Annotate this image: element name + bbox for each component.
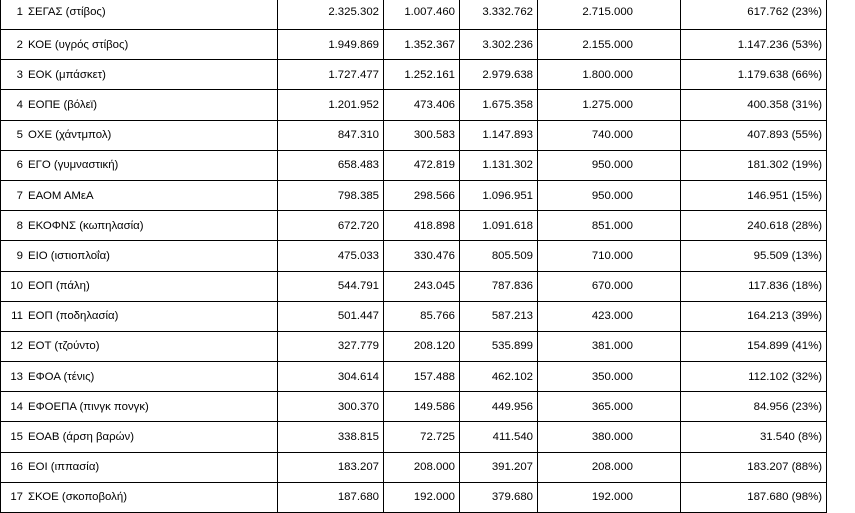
total-cell: 787.836 <box>460 271 538 301</box>
value-cell-d: 350.000 <box>538 362 681 392</box>
federation-cell <box>1 422 278 452</box>
federation-name: ΕΦΟΑ (τένις) <box>28 370 95 383</box>
row-number: 11 <box>11 310 23 323</box>
difference-cell: 95.509 (13%) <box>681 241 827 271</box>
table-row <box>1 452 827 482</box>
value-cell-d: 1.275.000 <box>538 90 681 120</box>
federation-name: ΕΑΟΜ ΑΜεΑ <box>28 189 94 202</box>
federation-name: ΕΟΠΕ (βόλεϊ) <box>28 98 98 111</box>
table-body <box>1 0 827 513</box>
value-cell-a: 187.680 <box>278 482 384 512</box>
total-cell: 391.207 <box>460 452 538 482</box>
value-cell-a: 300.370 <box>278 392 384 422</box>
table-row <box>1 211 827 241</box>
value-cell-b: 208.120 <box>384 331 460 361</box>
table-row <box>1 331 827 361</box>
federation-cell <box>1 120 278 150</box>
table-row <box>1 150 827 180</box>
value-cell-b: 192.000 <box>384 482 460 512</box>
value-cell-a: 1.727.477 <box>278 60 384 90</box>
difference-cell: 1.147.236 (53%) <box>681 30 827 60</box>
federation-cell <box>1 180 278 210</box>
total-cell: 805.509 <box>460 241 538 271</box>
value-cell-d: 192.000 <box>538 482 681 512</box>
federation-cell <box>1 482 278 512</box>
value-cell-b: 1.252.161 <box>384 60 460 90</box>
value-cell-d: 710.000 <box>538 241 681 271</box>
federation-name: ΕΟΑΒ (άρση βαρών) <box>28 431 134 444</box>
difference-cell: 183.207 (88%) <box>681 452 827 482</box>
federation-name: ΕΟΠ (ποδηλασία) <box>28 310 119 323</box>
value-cell-d: 423.000 <box>538 301 681 331</box>
row-number: 14 <box>10 400 23 413</box>
value-cell-a: 338.815 <box>278 422 384 452</box>
difference-cell: 407.893 (55%) <box>681 120 827 150</box>
federation-cell <box>1 90 278 120</box>
table-row <box>1 241 827 271</box>
value-cell-b: 85.766 <box>384 301 460 331</box>
value-cell-b: 298.566 <box>384 180 460 210</box>
table-row <box>1 180 827 210</box>
federation-name: ΕΟΤ (τζούντο) <box>28 340 100 353</box>
value-cell-a: 672.720 <box>278 211 384 241</box>
value-cell-d: 2.715.000 <box>538 0 681 30</box>
difference-cell: 84.956 (23%) <box>681 392 827 422</box>
value-cell-d: 380.000 <box>538 422 681 452</box>
total-cell: 462.102 <box>460 362 538 392</box>
value-cell-d: 1.800.000 <box>538 60 681 90</box>
difference-cell: 31.540 (8%) <box>681 422 827 452</box>
value-cell-d: 740.000 <box>538 120 681 150</box>
row-number: 6 <box>16 159 23 172</box>
federation-cell <box>1 30 278 60</box>
value-cell-b: 472.819 <box>384 150 460 180</box>
table-row <box>1 482 827 512</box>
value-cell-b: 473.406 <box>384 90 460 120</box>
row-number: 12 <box>10 340 23 353</box>
difference-cell: 240.618 (28%) <box>681 211 827 241</box>
table-row <box>1 392 827 422</box>
value-cell-a: 501.447 <box>278 301 384 331</box>
value-cell-d: 851.000 <box>538 211 681 241</box>
federation-name: ΣΚΟΕ (σκοποβολή) <box>28 491 127 504</box>
table-row <box>1 30 827 60</box>
value-cell-b: 300.583 <box>384 120 460 150</box>
federation-cell <box>1 392 278 422</box>
difference-cell: 187.680 (98%) <box>681 482 827 512</box>
federation-cell <box>1 211 278 241</box>
total-cell: 3.302.236 <box>460 30 538 60</box>
value-cell-d: 208.000 <box>538 452 681 482</box>
value-cell-a: 475.033 <box>278 241 384 271</box>
federation-name: ΟΧΕ (χάντμπολ) <box>28 129 112 142</box>
total-cell: 3.332.762 <box>460 0 538 30</box>
value-cell-a: 847.310 <box>278 120 384 150</box>
difference-cell: 181.302 (19%) <box>681 150 827 180</box>
value-cell-b: 330.476 <box>384 241 460 271</box>
total-cell: 1.096.951 <box>460 180 538 210</box>
table-row <box>1 120 827 150</box>
row-number: 10 <box>10 280 23 293</box>
value-cell-a: 658.483 <box>278 150 384 180</box>
row-number: 3 <box>16 68 23 81</box>
row-number: 16 <box>10 461 23 474</box>
value-cell-b: 1.352.367 <box>384 30 460 60</box>
federation-name: ΕΟΠ (πάλη) <box>28 280 90 293</box>
table-row <box>1 422 827 452</box>
row-number: 5 <box>16 129 23 142</box>
value-cell-b: 149.586 <box>384 392 460 422</box>
value-cell-a: 2.325.302 <box>278 0 384 30</box>
row-number: 4 <box>16 98 23 111</box>
federation-name: ΕΚΟΦΝΣ (κωπηλασία) <box>28 219 144 232</box>
difference-cell: 146.951 (15%) <box>681 180 827 210</box>
row-number: 2 <box>16 38 23 51</box>
total-cell: 379.680 <box>460 482 538 512</box>
table-row <box>1 271 827 301</box>
federation-cell <box>1 150 278 180</box>
total-cell: 411.540 <box>460 422 538 452</box>
difference-cell: 400.358 (31%) <box>681 90 827 120</box>
table-row <box>1 301 827 331</box>
total-cell: 2.979.638 <box>460 60 538 90</box>
federation-name: ΕΦΟΕΠΑ (πινγκ πονγκ) <box>28 400 149 413</box>
difference-cell: 617.762 (23%) <box>681 0 827 30</box>
value-cell-d: 2.155.000 <box>538 30 681 60</box>
total-cell: 449.956 <box>460 392 538 422</box>
total-cell: 1.147.893 <box>460 120 538 150</box>
federation-name: ΣΕΓΑΣ (στίβος) <box>28 6 106 18</box>
value-cell-d: 365.000 <box>538 392 681 422</box>
federation-cell <box>1 331 278 361</box>
value-cell-d: 381.000 <box>538 331 681 361</box>
difference-cell: 154.899 (41%) <box>681 331 827 361</box>
federation-cell <box>1 241 278 271</box>
value-cell-a: 304.614 <box>278 362 384 392</box>
value-cell-a: 1.201.952 <box>278 90 384 120</box>
value-cell-b: 157.488 <box>384 362 460 392</box>
difference-cell: 112.102 (32%) <box>681 362 827 392</box>
row-number: 9 <box>16 249 23 262</box>
value-cell-a: 544.791 <box>278 271 384 301</box>
value-cell-a: 1.949.869 <box>278 30 384 60</box>
difference-cell: 164.213 (39%) <box>681 301 827 331</box>
value-cell-a: 183.207 <box>278 452 384 482</box>
difference-cell: 1.179.638 (66%) <box>681 60 827 90</box>
value-cell-a: 798.385 <box>278 180 384 210</box>
federation-name: ΕΙΟ (ιστιοπλοΐα) <box>28 249 110 262</box>
federation-name: ΕΟΙ (ιππασία) <box>28 461 100 474</box>
federation-name: ΕΓΟ (γυμναστική) <box>28 159 119 172</box>
row-number: 17 <box>10 491 23 504</box>
value-cell-d: 950.000 <box>538 150 681 180</box>
federation-cell <box>1 271 278 301</box>
row-number: 8 <box>16 219 23 232</box>
table-row <box>1 0 827 30</box>
federation-cell <box>1 301 278 331</box>
total-cell: 587.213 <box>460 301 538 331</box>
total-cell: 535.899 <box>460 331 538 361</box>
value-cell-b: 1.007.460 <box>384 0 460 30</box>
row-number: 13 <box>10 370 23 383</box>
row-number: 7 <box>16 189 23 202</box>
value-cell-b: 72.725 <box>384 422 460 452</box>
table-row <box>1 60 827 90</box>
value-cell-d: 950.000 <box>538 180 681 210</box>
row-number: 15 <box>10 431 23 444</box>
federation-cell <box>1 0 278 30</box>
difference-cell: 117.836 (18%) <box>681 271 827 301</box>
row-number: 1 <box>16 6 23 18</box>
value-cell-d: 670.000 <box>538 271 681 301</box>
total-cell: 1.091.618 <box>460 211 538 241</box>
federation-name: ΕΟΚ (μπάσκετ) <box>28 68 106 81</box>
value-cell-b: 208.000 <box>384 452 460 482</box>
federation-cell <box>1 60 278 90</box>
federation-cell <box>1 452 278 482</box>
value-cell-a: 327.779 <box>278 331 384 361</box>
total-cell: 1.675.358 <box>460 90 538 120</box>
federation-name: ΚΟΕ (υγρός στίβος) <box>28 38 129 51</box>
table-row <box>1 90 827 120</box>
value-cell-b: 243.045 <box>384 271 460 301</box>
federation-cell <box>1 362 278 392</box>
total-cell: 1.131.302 <box>460 150 538 180</box>
value-cell-b: 418.898 <box>384 211 460 241</box>
table-row <box>1 362 827 392</box>
